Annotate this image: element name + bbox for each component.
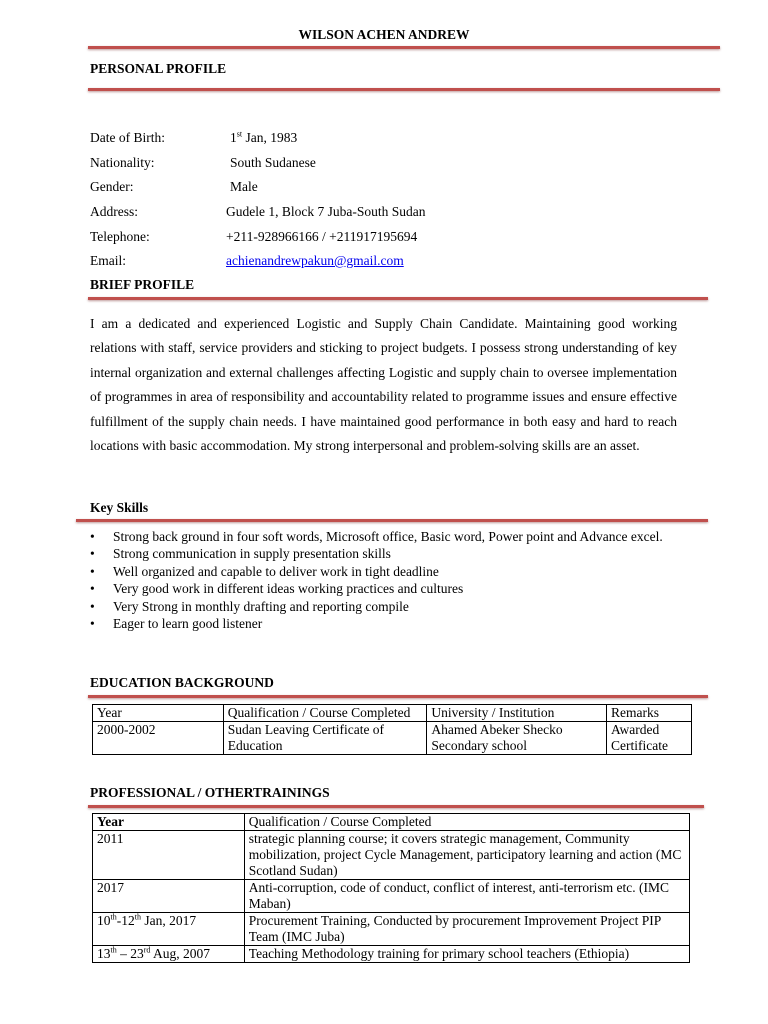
bullet-icon: • [90, 598, 95, 614]
section-heading-professional-trainings: PROFESSIONAL / OTHERTRAININGS [90, 785, 330, 800]
date-suffix: th [110, 912, 117, 922]
nationality-label: Nationality: [90, 155, 155, 170]
training-year: 2017 [93, 880, 245, 913]
resume-name: WILSON ACHEN ANDREW [298, 27, 470, 42]
date-part: -12 [116, 913, 135, 928]
dob-label: Date of Birth: [90, 130, 165, 145]
header-cell: Remarks [607, 705, 692, 722]
bullet-icon: • [90, 529, 95, 544]
gender-value: Male [230, 179, 258, 194]
bullet-icon: • [90, 563, 95, 579]
dob-value [230, 130, 297, 146]
date-suffix: rd [143, 945, 151, 955]
address-label: Address: [90, 204, 138, 219]
brief-profile-text: I am a dedicated and experienced Logistic and Supply Chain Candidate. Maintaining good working relations with staff, service providers and sticking to project budgets. I possess strong understanding of key internal organization and external challenges affecting Logistic and supply chain to oversee implementation of programmes in area of responsibility and accountability related to programme issues and ensure effective fulfillment of the supply chain needs. I have maintained good performance in both easy and hard to reach locations with basic accommodation. My strong interpersonal and problem-solving skills are an asset. [90, 316, 677, 454]
header-cell: Qualification / Course Completed [244, 814, 689, 831]
training-course: Procurement Training, Conducted by procurement Improvement Project PIP Team (IMC Juba) [244, 913, 689, 946]
telephone-label: Telephone: [90, 229, 150, 244]
section-heading-education: EDUCATION BACKGROUND [90, 675, 274, 690]
header-cell: Year [93, 814, 245, 831]
header-cell: Qualification / Course Completed [223, 705, 427, 722]
table-header-row [93, 814, 690, 831]
nationality-value: South Sudanese [230, 155, 316, 170]
skill-text: Strong back ground in four soft words, Microsoft office, Basic word, Power point and Advance excel. [113, 529, 663, 544]
bullet-icon: • [90, 581, 95, 597]
section-heading-key-skills: Key Skills [90, 500, 149, 515]
bullet-icon: • [90, 615, 95, 631]
key-skills-list [90, 528, 663, 632]
email-label: Email: [90, 253, 126, 268]
date-part: Jan, 2017 [140, 913, 197, 928]
dob-suffix: st [236, 129, 243, 139]
header-cell: University / Institution [427, 705, 607, 722]
address-value: Gudele 1, Block 7 Juba-South Sudan [226, 204, 426, 219]
training-course: Teaching Methodology training for primary school teachers (Ethiopia) [244, 946, 689, 963]
skill-item [90, 563, 663, 580]
table-row [93, 831, 690, 880]
skill-text: Well organized and capable to deliver work in tight deadline [113, 563, 439, 579]
skill-item [90, 545, 663, 562]
name-underline [88, 46, 720, 49]
skill-text: Very good work in different ideas working practices and cultures [113, 581, 464, 597]
skill-text: Eager to learn good listener [113, 615, 263, 631]
skill-item [90, 528, 663, 545]
education-qualification: Sudan Leaving Certificate of Education [223, 722, 427, 755]
section-divider [76, 519, 708, 522]
table-row [93, 880, 690, 913]
skill-text: Strong communication in supply presentation skills [113, 546, 391, 562]
skill-item [90, 615, 663, 632]
dob-rest: Jan, 1983 [242, 130, 298, 145]
professional-trainings-table [92, 813, 690, 963]
date-part: 13 [97, 946, 111, 961]
gender-label: Gender: [90, 179, 134, 194]
date-suffix: th [110, 945, 117, 955]
bullet-icon: • [90, 546, 95, 562]
header-cell: Year [93, 705, 224, 722]
section-heading-personal-profile: PERSONAL PROFILE [90, 61, 227, 76]
table-row [93, 913, 690, 946]
training-year [93, 913, 245, 946]
section-divider [88, 695, 708, 698]
training-year [93, 946, 245, 963]
telephone-value: +211-928966166 / +211917195694 [226, 229, 418, 244]
section-heading-brief-profile: BRIEF PROFILE [90, 277, 195, 292]
training-year: 2011 [93, 831, 245, 880]
education-institution: Ahamed Abeker Shecko Secondary school [427, 722, 607, 755]
training-course: Anti-corruption, code of conduct, conflict of interest, anti-terrorism etc. (IMC Maban) [244, 880, 689, 913]
section-divider [88, 297, 708, 300]
skill-item [90, 598, 663, 615]
email-link[interactable]: achienandrewpakun@gmail.com [226, 253, 404, 268]
table-header-row [93, 705, 692, 722]
education-year: 2000-2002 [93, 722, 224, 755]
education-remarks: Awarded Certificate [607, 722, 692, 755]
date-suffix: th [134, 912, 141, 922]
dob-day: 1 [230, 130, 237, 145]
date-part: 10 [97, 913, 111, 928]
date-part: – 23 [116, 946, 144, 961]
section-divider [88, 88, 720, 91]
date-part: Aug, 2007 [150, 946, 211, 961]
skill-item [90, 580, 663, 597]
table-row [93, 722, 692, 755]
table-row [93, 946, 690, 963]
skill-text: Very Strong in monthly drafting and reporting compile [113, 598, 409, 614]
education-table [92, 704, 692, 755]
training-course: strategic planning course; it covers strategic management, Community mobilization, project Cycle Management, participatory learning and action (MC Scotland Sudan) [244, 831, 689, 880]
section-divider [88, 805, 704, 808]
